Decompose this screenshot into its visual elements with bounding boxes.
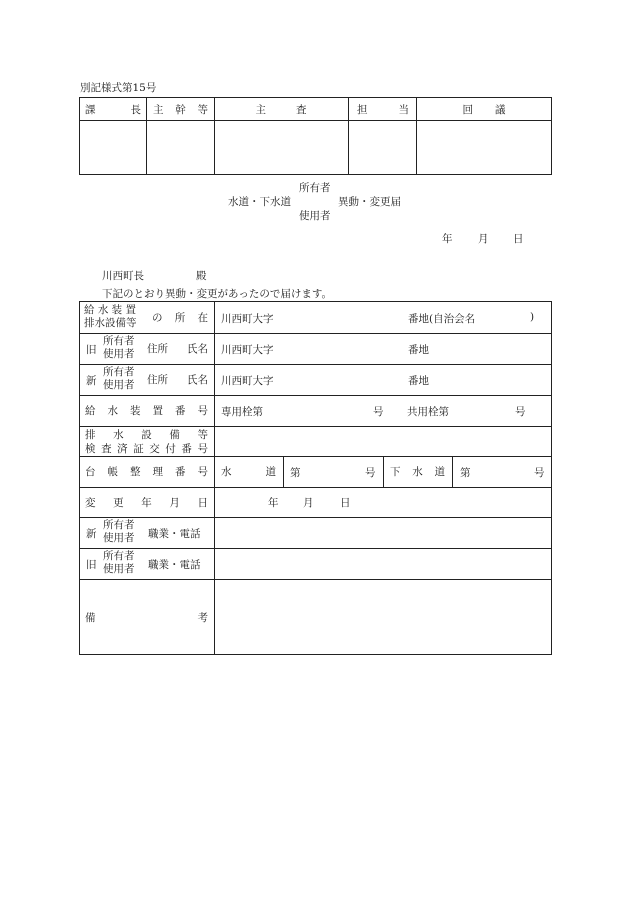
ledger-water: 水 道 [221, 466, 276, 478]
ledger-go-2: 号 [534, 467, 545, 479]
addressee-honorific: 殿 [196, 270, 207, 282]
location-label-place: の 所 在 [152, 311, 208, 324]
new-job-role-stack: 所有者 使用者 [103, 519, 135, 544]
location-paren-close: ) [530, 311, 535, 323]
ledger-label: 台 帳 整 理 番 号 [85, 466, 208, 478]
approval-header-staff: 担 当 [357, 103, 409, 116]
supply-private: 専用栓第 [221, 406, 263, 418]
location-town: 川西町大字 [221, 313, 274, 325]
new-owner-role-stack: 所有者 使用者 [103, 366, 135, 391]
drain-label-2: 検 査 済 証 交 付 番 号 [85, 442, 208, 455]
title-user: 使用者 [299, 210, 331, 222]
new-owner-town: 川西町大字 [221, 375, 274, 387]
old-owner-town: 川西町大字 [221, 344, 274, 356]
title-type: 異動・変更届 [338, 196, 401, 208]
old-job-role-stack: 所有者 使用者 [103, 550, 135, 575]
supply-go-2: 号 [515, 406, 526, 418]
supply-shared: 共用栓第 [407, 406, 449, 418]
old-owner-mark: 旧 [86, 344, 97, 356]
location-label-drain: 排水設備等 [84, 317, 137, 329]
location-banchi: 番地(自治会名 [408, 313, 476, 325]
supply-go-1: 号 [373, 406, 384, 418]
addressee-name: 川西町長 [102, 270, 144, 282]
ledger-sewer: 下 水 道 [390, 466, 445, 478]
old-job-label: 職業・電話 [148, 559, 201, 571]
drain-label-1: 排 水 設 備 等 [85, 428, 208, 441]
old-owner-role-stack: 所有者 使用者 [103, 335, 135, 360]
old-owner-label: 住所 氏名 [147, 343, 208, 355]
date-year: 年 [442, 233, 453, 245]
new-job-label: 職業・電話 [148, 528, 201, 540]
title-main: 水道・下水道 [228, 196, 291, 208]
change-date-month: 月 [303, 497, 314, 509]
location-label-supply: 給 水 装 置 [84, 304, 137, 316]
intro-text: 下記のとおり異動・変更があったので届けます。 [102, 288, 333, 300]
change-date-year: 年 [268, 497, 279, 509]
location-label-stack [84, 304, 137, 330]
new-owner-mark: 新 [86, 375, 97, 387]
ledger-go-1: 号 [365, 467, 376, 479]
approval-header-circulation: 回 議 [462, 103, 506, 116]
new-job-mark: 新 [86, 528, 97, 540]
ledger-dai-1: 第 [290, 467, 301, 479]
date-month: 月 [478, 233, 489, 245]
date-day: 日 [513, 233, 524, 245]
remarks-label: 備 考 [85, 611, 208, 624]
new-owner-banchi: 番地 [408, 375, 429, 387]
change-date-label: 変 更 年 月 日 [85, 496, 208, 509]
ledger-dai-2: 第 [460, 467, 471, 479]
title-owner: 所有者 [299, 182, 331, 194]
approval-header-chief-staff: 主 幹 等 [153, 103, 208, 116]
supply-no-label: 給 水 装 置 番 号 [85, 405, 208, 417]
form-number: 別記様式第15号 [80, 82, 157, 94]
new-owner-label: 住所 氏名 [147, 374, 208, 386]
approval-header-inspector: 主 査 [255, 103, 307, 116]
old-owner-banchi: 番地 [408, 344, 429, 356]
old-job-mark: 旧 [86, 559, 97, 571]
approval-header-section-chief: 課 長 [85, 103, 141, 116]
change-date-day: 日 [340, 497, 351, 509]
